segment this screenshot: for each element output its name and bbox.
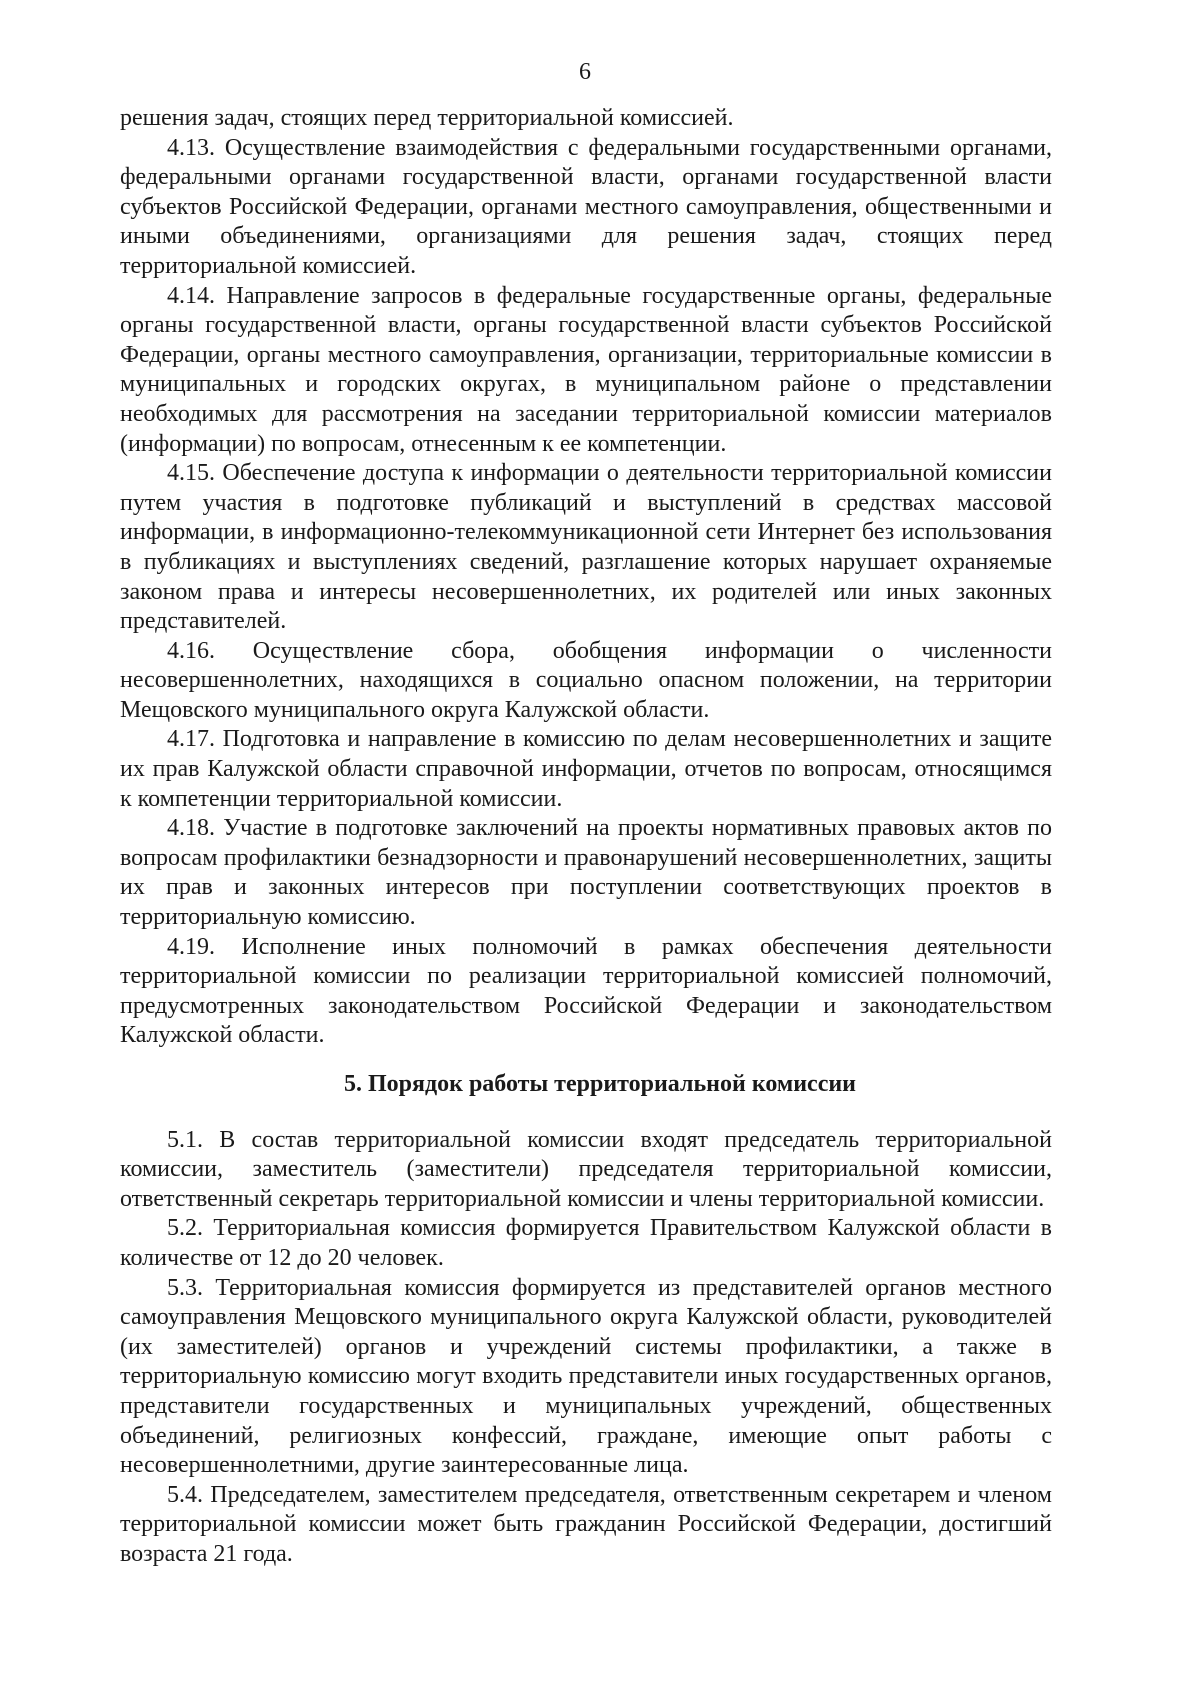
paragraph-5-1: 5.1. В состав территориальной комиссии входят председатель территориальной комиссии, заместитель (заместители) председателя территориальной комиссии, ответственный секретарь территориальной комиссии и члены территориальной комиссии. bbox=[120, 1126, 1052, 1212]
paragraph-4-16: 4.16. Осуществление сбора, обобщения информации о численности несовершеннолетних, находящихся в социально опасном положении, на территории Мещовского муниципального округа Калужской области. bbox=[120, 637, 1052, 723]
paragraph-4-18: 4.18. Участие в подготовке заключений на проекты нормативных правовых актов по вопросам профилактики безнадзорности и правонарушений несовершеннолетних, защиты их прав и законных интересов при поступлении соответствующих проектов в территориальную комиссию. bbox=[120, 815, 1052, 931]
document-body bbox=[120, 104, 1052, 1570]
paragraph-4-17: 4.17. Подготовка и направление в комиссию по делам несовершеннолетних и защите их прав Калужской области справочной информации, отчетов по вопросам, относящимся к компетенции территориальной комиссии. bbox=[120, 726, 1052, 812]
paragraph-5-2: 5.2. Территориальная комиссия формируется Правительством Калужской области в количестве от 12 до 20 человек. bbox=[120, 1215, 1052, 1271]
paragraph-4-13: 4.13. Осуществление взаимодействия с федеральными государственными органами, федеральными органами государственной власти, органами государственной власти субъектов Российской Федерации, органами местного самоуправления, общественными и иными объединениями, организациями для решения задач, стоящих перед территориальной комиссией. bbox=[120, 134, 1052, 279]
paragraph-5-3: 5.3. Территориальная комиссия формируется из представителей органов местного самоуправления Мещовского муниципального округа Калужской области, руководителей (их заместителей) органов и учреждений системы профилактики, а также в территориальную комиссию могут входить представители иных государственных органов, представители государственных и муниципальных учреждений, общественных объединений, религиозных конфессий, граждане, имеющие опыт работы с несовершеннолетними, другие заинтересованные лица. bbox=[120, 1274, 1052, 1479]
section-heading: 5. Порядок работы территориальной комиссии bbox=[343, 1071, 857, 1097]
paragraph-5-4: 5.4. Председателем, заместителем председателя, ответственным секретарем и членом территориальной комиссии может быть гражданин Российской Федерации, достигший возраста 21 года. bbox=[120, 1481, 1052, 1567]
paragraph-continuation: решения задач, стоящих перед территориальной комиссией. bbox=[120, 105, 734, 131]
paragraph-4-19: 4.19. Исполнение иных полномочий в рамках обеспечения деятельности территориальной комиссии по реализации территориальной комиссией полномочий, предусмотренных законодательством Российской Федерации и законодательством Калужской области. bbox=[120, 933, 1052, 1049]
paragraph-4-14: 4.14. Направление запросов в федеральные государственные органы, федеральные органы государственной власти, органы государственной власти субъектов Российской Федерации, органы местного самоуправления, организации, территориальные комиссии в муниципальных и городских округах, в муниципальном районе о представлении необходимых для рассмотрения на заседании территориальной комиссии материалов (информации) по вопросам, отнесенным к ее компетенции. bbox=[120, 282, 1052, 457]
page-number: 6 bbox=[579, 59, 591, 85]
paragraph-4-15: 4.15. Обеспечение доступа к информации о деятельности территориальной комиссии путем участия в подготовке публикаций и выступлений в средствах массовой информации, в информационно-телекоммуникационной сети Интернет без использования в публикациях и выступлениях сведений, разглашение которых нарушает охраняемые законом права и интересы несовершеннолетних, их родителей или иных законных представителей. bbox=[120, 460, 1052, 635]
